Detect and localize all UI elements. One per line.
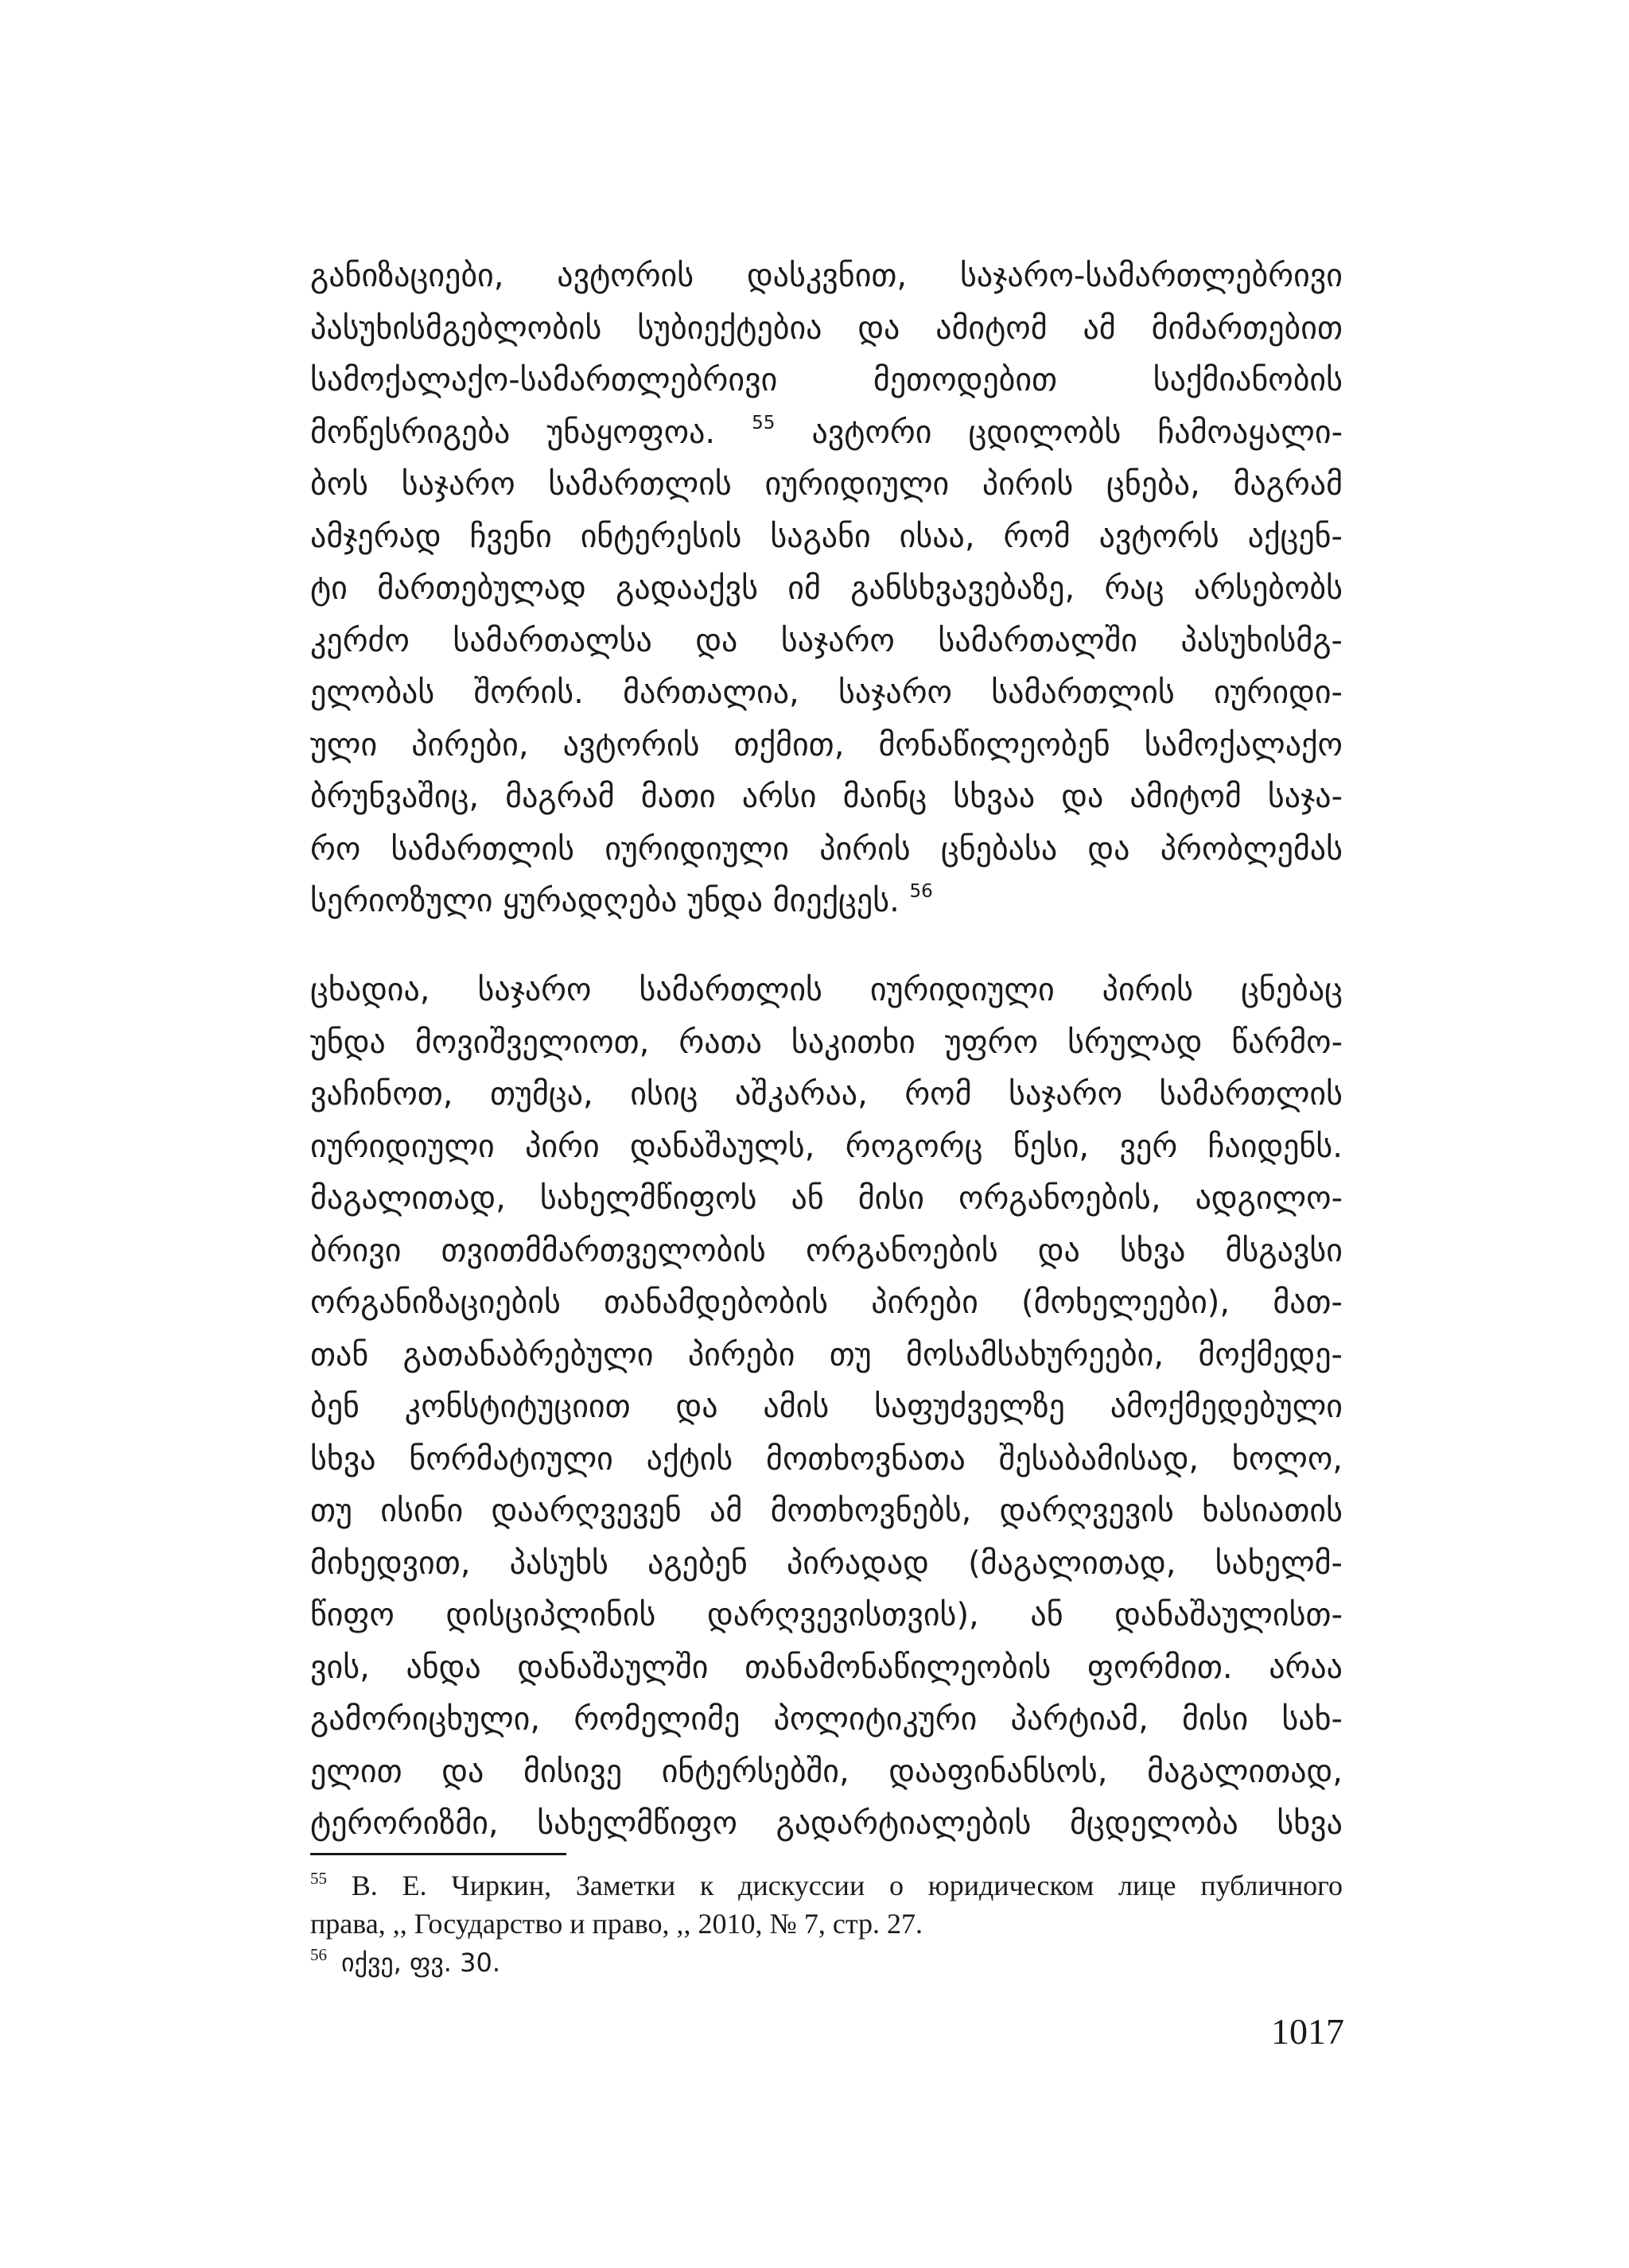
footnote-55-continued: права, ,, Государство и право, ,, 2010, № 7, стр. 27. (310, 1908, 923, 1940)
text-line: რო სამართლის იურიდიული პირის ცნებასა და პრობლემას (310, 830, 1343, 868)
text-line: სამოქალაქო-სამართლებრივი მეთოდებით საქმიანობის (310, 362, 1343, 398)
text-line: ამჯერად ჩვენი ინტერესის საგანი ისაა, რომ ავტორს აქცენ- (310, 518, 1343, 555)
text-line: განიზაციები, ავტორის დასკვნით, საჯარო-სამართლებრივი (310, 258, 1343, 294)
text-line: ტერორიზმი, სახელმწიფო გადარტიალების მცდელობა სხვა (310, 1805, 1343, 1842)
footnote-separator (310, 1853, 566, 1855)
text-line: კერძო სამართალსა და საჯარო სამართალში პასუხისმგ- (310, 622, 1343, 659)
text-line: ული პირები, ავტორის თქმით, მონაწილეობენ სამოქალაქო (310, 726, 1343, 763)
footnote-ref-55[interactable]: 55 (752, 412, 776, 433)
paragraph-2 (310, 965, 1343, 1851)
text-line: წიფო დისციპლინის დარღვევისთვის), ან დანაშაულისთ- (310, 1597, 1343, 1633)
text-line: ბრივი თვითმმართველობის ორგანოების და სხვა მსგავსი (310, 1232, 1343, 1269)
text-line: მაგალითად, სახელმწიფოს ან მისი ორგანოების, ადგილო- (310, 1180, 1343, 1217)
text-line: ბენ კონსტიტუციით და ამის საფუძველზე ამოქმედებული (310, 1388, 1343, 1425)
text-line: თან გათანაბრებული პირები თუ მოსამსახურეები, მოქმედე- (310, 1336, 1343, 1373)
footnote-text: В. Е. Чиркин, Заметки к дискуссии о юридическом лице публичного (351, 1870, 1343, 1901)
text-line: ბრუნვაშიც, მაგრამ მათი არსი მაინც სხვაა და ამიტომ საჯა- (310, 779, 1343, 815)
text-fragment: მოწესრიგება უნაყოფოა. (310, 414, 716, 451)
text-line (310, 407, 1343, 460)
text-line: მიხედვით, პასუხს აგებენ პირადად (მაგალითად, სახელმ- (310, 1544, 1343, 1582)
text-line: ბოს საჯარო სამართლის იურიდიული პირის ცნება, მაგრამ (310, 466, 1343, 503)
text-line: თუ ისინი დაარღვევენ ამ მოთხოვნებს, დარღვევის ხასიათის (310, 1493, 1343, 1529)
footnote-56 (310, 1943, 1343, 1981)
text-line: უნდა მოვიშველიოთ, რათა საკითხი უფრო სრულად წარმო- (310, 1023, 1343, 1061)
text-line (310, 876, 1343, 928)
text-line: გამორიცხული, რომელიმე პოლიტიკური პარტიამ, მისი სახ- (310, 1701, 1343, 1738)
footnotes (310, 1866, 1343, 1981)
text-line: ცხადია, საჯარო სამართლის იურიდიული პირის ცნებაც (310, 972, 1343, 1008)
text-line: ვაჩინოთ, თუმცა, ისიც აშკარაა, რომ საჯარო სამართლის (310, 1076, 1343, 1113)
text-line: ელით და მისივე ინტერსებში, დააფინანსოს, მაგალითად, (310, 1753, 1343, 1790)
text-line: სხვა ნორმატიული აქტის მოთხოვნათა შესაბამისად, ხოლო, (310, 1440, 1343, 1478)
footnote-55 (310, 1866, 1343, 1905)
page-number: 1017 (1271, 2011, 1344, 2052)
text-line: ელობას შორის. მართალია, საჯარო სამართლის იურიდი- (310, 674, 1343, 711)
footnote-text: იქვე, ფვ. 30. (341, 1948, 501, 1978)
footnote-ref-56[interactable]: 56 (909, 881, 933, 902)
footnote-number: 56 (310, 1945, 327, 1964)
text-line: პასუხისმგებლობის სუბიექტებია და ამიტომ ამ მიმართებით (310, 309, 1343, 347)
footnote-number: 55 (310, 1869, 327, 1888)
paragraph-1 (310, 250, 1343, 928)
text-line: ორგანიზაციების თანამდებობის პირები (მოხელეები), მათ- (310, 1284, 1343, 1321)
text-fragment: სერიოზული ყურადღება უნდა მიექცეს. (310, 883, 900, 919)
text-line: ვის, ანდა დანაშაულში თანამონაწილეობის ფორმით. არაა (310, 1649, 1343, 1686)
text-fragment: ავტორი ცდილობს ჩამოაყალი- (811, 414, 1343, 451)
text-line: ტი მართებულად გადააქვს იმ განსხვავებაზე, რაც არსებობს (310, 570, 1343, 607)
text-line: იურიდიული პირი დანაშაულს, როგორც წესი, ვერ ჩაიდენს. (310, 1128, 1343, 1165)
